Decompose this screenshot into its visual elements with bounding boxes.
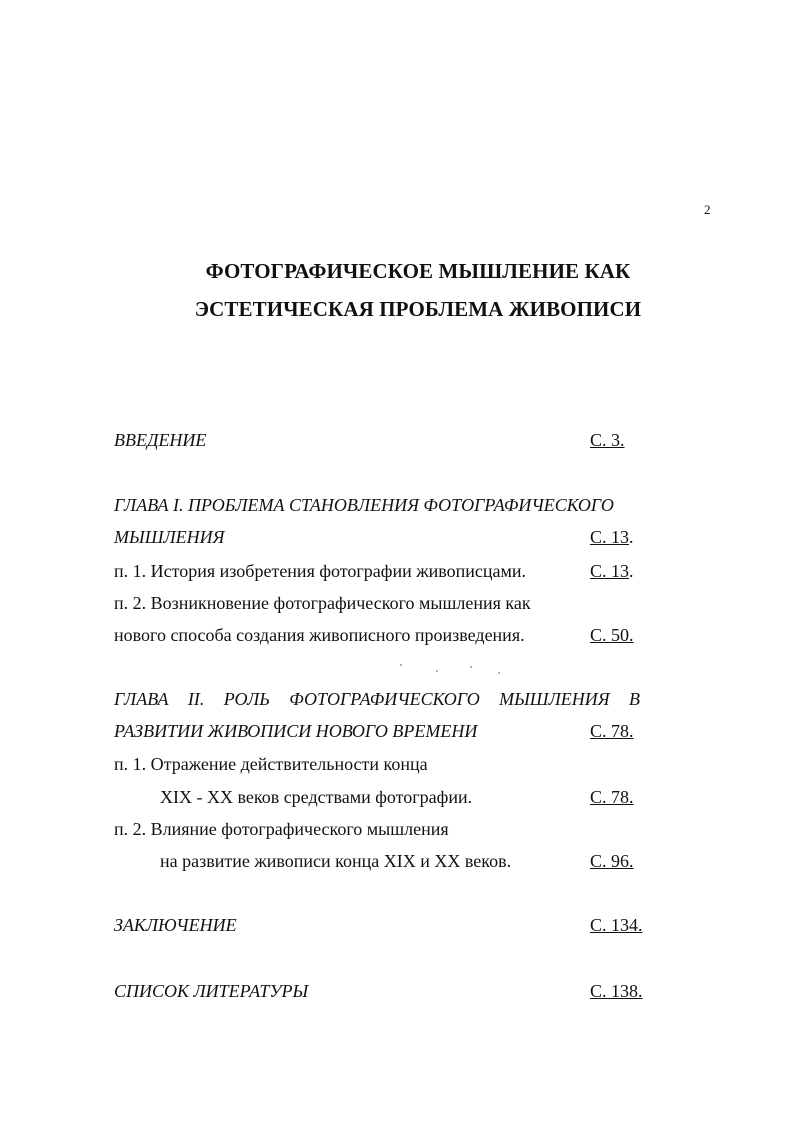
toc-chapter2-heading-line1: ГЛАВА II. РОЛЬ ФОТОГРАФИЧЕСКОГО МЫШЛЕНИЯ В — [114, 689, 640, 709]
toc-chapter2-p1-page: С. 78. — [590, 787, 634, 807]
toc-chapter1-p1-text: п. 1. История изобретения фотографии живописцами. — [114, 561, 527, 581]
toc-intro-label: ВВЕДЕНИЕ — [114, 430, 207, 450]
scan-speck — [498, 672, 500, 674]
page-number: 2 — [704, 202, 711, 217]
toc-conclusion-label: ЗАКЛЮЧЕНИЕ — [114, 915, 237, 935]
toc-chapter2-p2-line2: на развитие живописи конца XIX и XX веков. — [160, 851, 512, 871]
title-line-1: ФОТОГРАФИЧЕСКОЕ МЫШЛЕНИЕ КАК — [205, 259, 631, 283]
toc-chapter2-p2-page: С. 96. — [590, 851, 634, 871]
toc-chapter1-page: С. 13. — [590, 527, 634, 547]
toc-intro-page: С. 3. — [590, 430, 625, 450]
scan-speck — [470, 666, 472, 668]
toc-chapter2-page: С. 78. — [590, 721, 634, 741]
toc-chapter1-p2-page: С. 50. — [590, 625, 634, 645]
toc-bibliography-label: СПИСОК ЛИТЕРАТУРЫ — [114, 981, 309, 1001]
toc-chapter2-heading-line2: РАЗВИТИИ ЖИВОПИСИ НОВОГО ВРЕМЕНИ — [114, 721, 478, 741]
scan-speck — [400, 664, 402, 666]
title-line-2: ЭСТЕТИЧЕСКАЯ ПРОБЛЕМА ЖИВОПИСИ — [194, 297, 642, 321]
toc-chapter1-heading-line1: ГЛАВА I. ПРОБЛЕМА СТАНОВЛЕНИЯ ФОТОГРАФИЧЕСКОГО — [114, 495, 614, 515]
toc-conclusion-page: С. 134. — [590, 915, 643, 935]
toc-bibliography-page: С. 138. — [590, 981, 643, 1001]
toc-chapter1-p1-page: С. 13. — [590, 561, 634, 581]
toc-chapter1-p2-line1: п. 2. Возникновение фотографического мышления как — [114, 593, 531, 613]
scan-speck — [436, 670, 438, 672]
toc-chapter2-p1-line1: п. 1. Отражение действительности конца — [114, 754, 428, 774]
toc-chapter2-p1-line2: XIX - XX веков средствами фотографии. — [160, 787, 473, 807]
toc-chapter1-p2-line2: нового способа создания живописного произведения. — [114, 625, 525, 645]
toc-chapter1-heading-line2: МЫШЛЕНИЯ — [114, 527, 225, 547]
toc-chapter2-p2-line1: п. 2. Влияние фотографического мышления — [114, 819, 449, 839]
